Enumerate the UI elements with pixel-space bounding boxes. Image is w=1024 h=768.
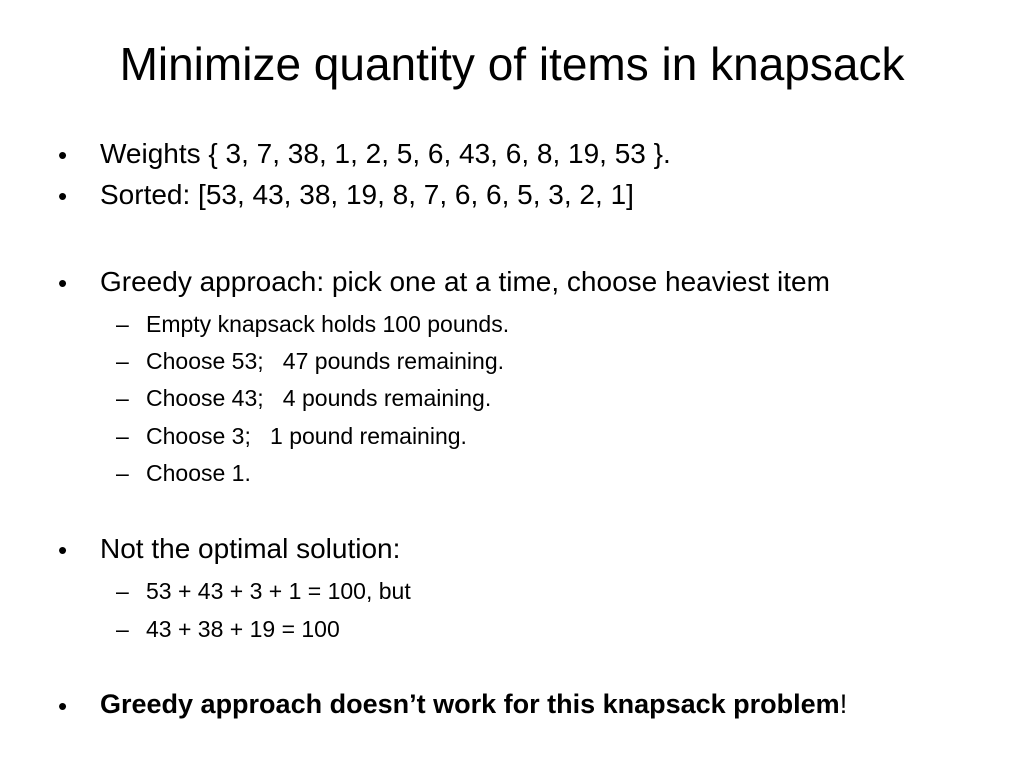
weights-text: Weights { 3, 7, 38, 1, 2, 5, 6, 43, 6, 8, 19, 53 }. bbox=[100, 138, 671, 169]
greedy-step: Choose 1. bbox=[146, 460, 251, 486]
bullet-icon: • bbox=[58, 268, 68, 298]
bullet-icon: • bbox=[58, 181, 68, 211]
conclusion-bold: Greedy approach doesn’t work for this knapsack problem bbox=[100, 689, 840, 719]
greedy-step: Empty knapsack holds 100 pounds. bbox=[146, 311, 510, 337]
conclusion-text bbox=[100, 689, 847, 720]
solution-line: 53 + 43 + 3 + 1 = 100, but bbox=[146, 578, 411, 604]
conclusion-tail: ! bbox=[839, 689, 848, 719]
dash-icon: – bbox=[116, 616, 129, 642]
bullet-icon: • bbox=[58, 140, 68, 170]
solution-line: 43 + 38 + 19 = 100 bbox=[146, 616, 340, 642]
dash-icon: – bbox=[116, 578, 129, 604]
dash-icon: – bbox=[116, 311, 129, 337]
slide-title: Minimize quantity of items in knapsack bbox=[119, 38, 905, 90]
greedy-step: Choose 3; 1 pound remaining. bbox=[146, 423, 467, 449]
greedy-text: Greedy approach: pick one at a time, choose heaviest item bbox=[100, 266, 830, 297]
bullet-icon: • bbox=[58, 691, 68, 721]
dash-icon: – bbox=[116, 423, 129, 449]
greedy-step: Choose 53; 47 pounds remaining. bbox=[146, 348, 505, 374]
dash-icon: – bbox=[116, 385, 129, 411]
bullet-icon: • bbox=[58, 535, 68, 565]
greedy-step: Choose 43; 4 pounds remaining. bbox=[146, 385, 492, 411]
sorted-text: Sorted: [53, 43, 38, 19, 8, 7, 6, 6, 5, 3, 2, 1] bbox=[100, 179, 634, 210]
dash-icon: – bbox=[116, 460, 129, 486]
dash-icon: – bbox=[116, 348, 129, 374]
not-optimal-text: Not the optimal solution: bbox=[100, 533, 401, 564]
